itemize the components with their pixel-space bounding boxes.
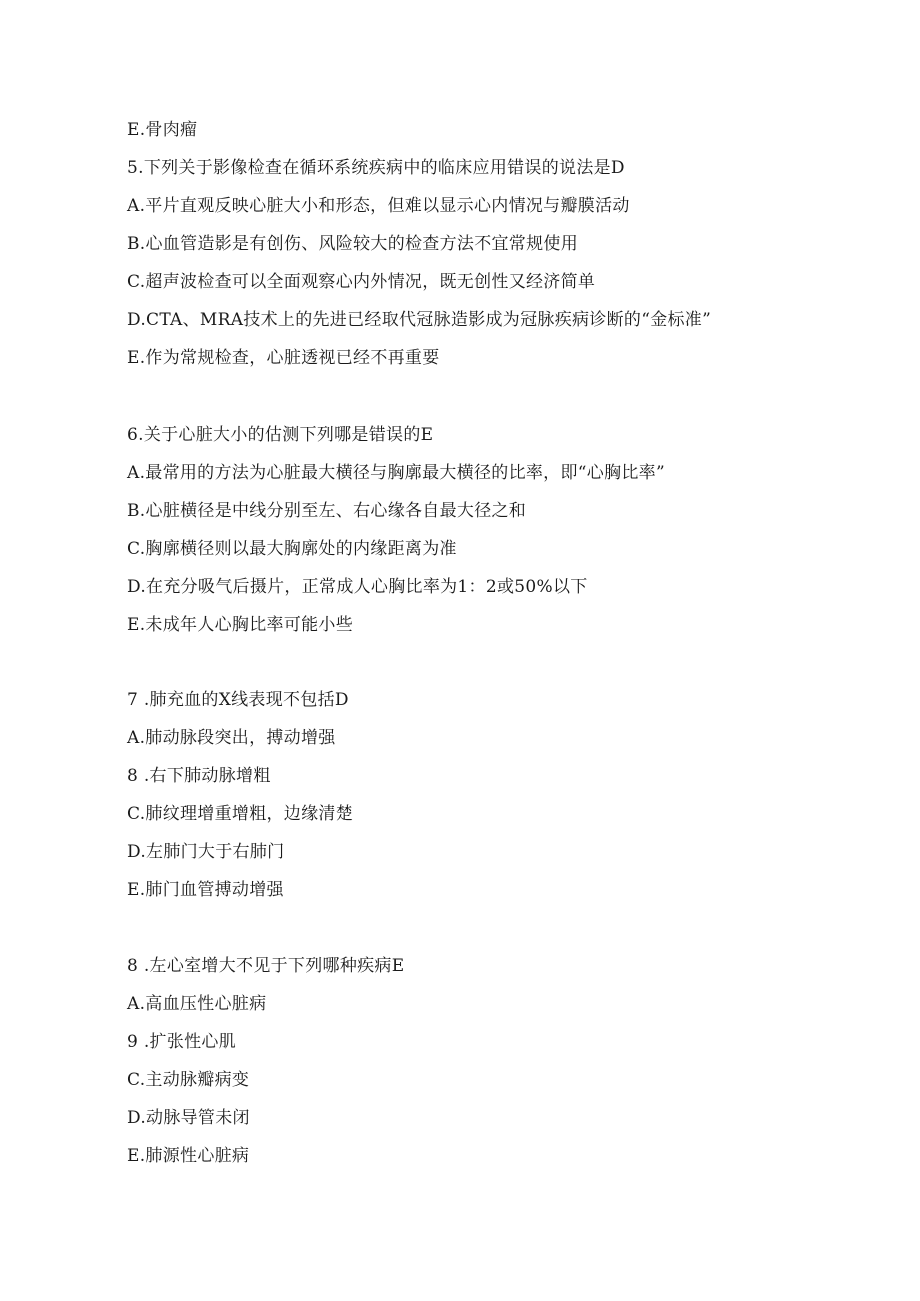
option-c-q8: C.主动脉瓣病变 — [127, 1070, 250, 1090]
question-8: 8 .左心室增大不见于下列哪种疾病E — [127, 956, 405, 976]
option-e-q6: E.未成年人心胸比率可能小些 — [127, 615, 354, 635]
option-b-q5: B.心血管造影是有创伤、风险较大的检查方法不宜常规使用 — [127, 234, 578, 254]
option-e-q4: E.骨肉瘤 — [127, 120, 198, 140]
option-a-q5: A.平片直观反映心脏大小和形态，但难以显示心内情况与瓣膜活动 — [127, 196, 630, 216]
option-e-q7: E.肺门血管搏动增强 — [127, 880, 284, 900]
option-a-q8: A.高血压性心脏病 — [127, 994, 267, 1014]
question-7: 7 .肺充血的X线表现不包括D — [127, 690, 349, 710]
option-d-q6: D.在充分吸气后摄片，正常成人心胸比率为1：2或50%以下 — [127, 577, 588, 597]
option-b-q6: B.心脏横径是中线分别至左、右心缘各自最大径之和 — [127, 501, 527, 521]
option-b-q7: 8 .右下肺动脉增粗 — [127, 766, 271, 786]
option-a-q7: A.肺动脉段突出，搏动增强 — [127, 728, 336, 748]
option-b-q8: 9 .扩张性心肌 — [127, 1032, 237, 1052]
option-d-q7: D.左肺门大于右肺门 — [127, 842, 285, 862]
option-e-q5: E.作为常规检查，心脏透视已经不再重要 — [127, 348, 440, 368]
option-c-q7: C.肺纹理增重增粗，边缘清楚 — [127, 804, 354, 824]
option-e-q8: E.肺源性心脏病 — [127, 1146, 250, 1166]
option-d-q8: D.动脉导管未闭 — [127, 1108, 250, 1128]
option-c-q5: C.超声波检查可以全面观察心内外情况，既无创性又经济简单 — [127, 272, 596, 292]
option-c-q6: C.胸廓横径则以最大胸廓处的内缘距离为准 — [127, 539, 457, 559]
question-5: 5.下列关于影像检查在循环系统疾病中的临床应用错误的说法是D — [127, 158, 625, 178]
question-6: 6.关于心脏大小的估测下列哪是错误的E — [127, 425, 434, 445]
option-d-q5: D.CTA、MRA技术上的先进已经取代冠脉造影成为冠脉疾病诊断的“金标准” — [127, 310, 712, 330]
option-a-q6: A.最常用的方法为心脏最大横径与胸廓最大横径的比率，即“心胸比率” — [127, 463, 665, 483]
